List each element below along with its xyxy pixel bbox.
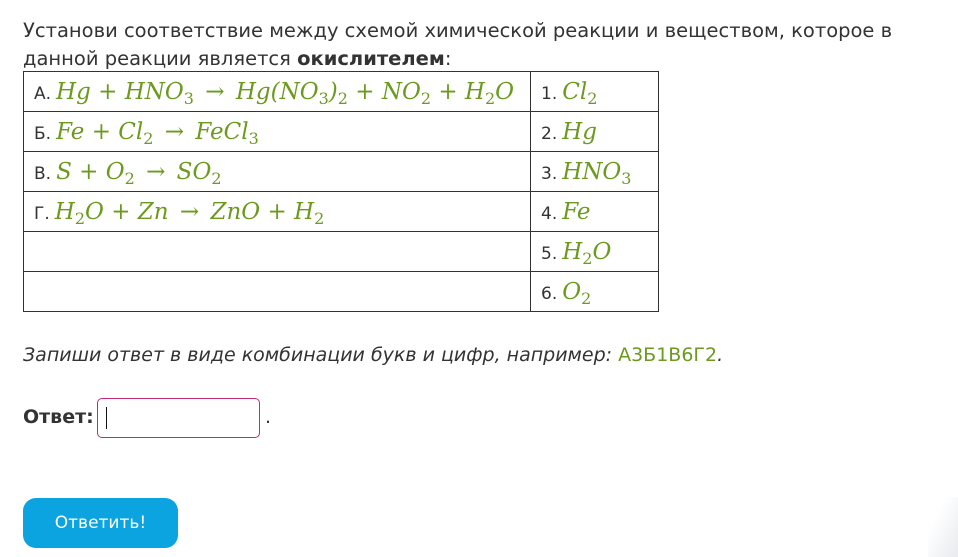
reaction-formula: $H_2O + Zn$ → ZnO + $H_2$ xyxy=(54,198,325,228)
table-row xyxy=(24,72,659,112)
table-row xyxy=(24,112,659,152)
substance-label: 5. xyxy=(541,243,558,264)
substance-label: 4. xyxy=(541,203,558,224)
substance-formula: Hg xyxy=(562,118,598,145)
substance-cell xyxy=(531,192,659,232)
substance-formula: Fe xyxy=(562,198,591,225)
table-row xyxy=(24,272,659,312)
submit-button[interactable]: Ответить! xyxy=(23,498,178,548)
reaction-label: В. xyxy=(34,163,52,184)
reaction-formula: $S + O_2 \to SO_2$ xyxy=(56,158,222,188)
reaction-cell xyxy=(24,112,531,152)
table-row xyxy=(24,192,659,232)
substance-cell xyxy=(531,72,659,112)
substance-formula: $HNO_3$ xyxy=(562,158,632,188)
reaction-label: А. xyxy=(34,83,52,104)
reaction-cell xyxy=(24,152,531,192)
substance-formula: $H_2O$ xyxy=(562,238,612,268)
reaction-cell xyxy=(24,192,531,232)
table-row xyxy=(24,152,659,192)
corner-shadow xyxy=(928,497,958,557)
matching-table xyxy=(23,71,659,312)
substance-label: 3. xyxy=(541,163,558,184)
instruction-end: . xyxy=(717,344,724,366)
instruction-example: А3Б1В6Г2 xyxy=(618,344,718,366)
reaction-formula: $Fe + Cl_2$ → FeCl$_3$ xyxy=(56,118,259,148)
question-keyword: окислителем xyxy=(297,47,445,70)
question-text xyxy=(23,17,938,73)
question-colon: : xyxy=(444,47,452,70)
reaction-cell xyxy=(24,72,531,112)
empty-cell xyxy=(24,272,531,312)
substance-cell xyxy=(531,112,659,152)
instruction-body: Запиши ответ в виде комбинации букв и цифр, например: xyxy=(23,344,619,366)
answer-suffix: . xyxy=(265,406,272,428)
text-caret xyxy=(106,407,107,429)
substance-formula: $Cl_2$ xyxy=(562,78,598,108)
substance-label: 1. xyxy=(541,83,558,104)
substance-cell xyxy=(531,152,659,192)
substance-formula: $O_2$ xyxy=(562,278,592,308)
table-row xyxy=(24,232,659,272)
answer-label: Ответ: xyxy=(23,406,94,428)
answer-input[interactable] xyxy=(97,398,260,438)
substance-label: 6. xyxy=(541,283,558,304)
instruction-text xyxy=(23,344,723,366)
substance-cell xyxy=(531,232,659,272)
substance-label: 2. xyxy=(541,123,558,144)
reaction-formula: $Hg + HNO_3 \to Hg(NO_3)_2 + NO_2 + H_2O$ xyxy=(56,78,515,108)
empty-cell xyxy=(24,232,531,272)
substance-cell xyxy=(531,272,659,312)
reaction-label: Б. xyxy=(34,123,52,144)
question-text-part: Установи соответствие между схемой химической реакции и веществом, которое в данной реакции является xyxy=(23,19,893,70)
reaction-label: Г. xyxy=(34,203,50,224)
